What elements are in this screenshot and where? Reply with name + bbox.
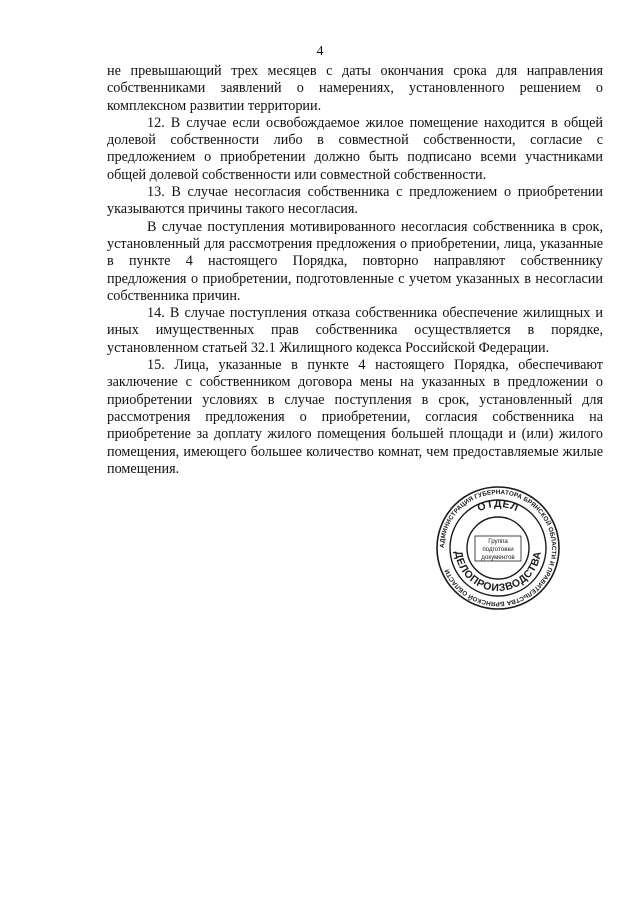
stamp-center-line-2: подготовки bbox=[482, 546, 514, 553]
paragraph-item-13: 13. В случае несогласия собственника с предложением о приобретении указываются причины такого несогласия. bbox=[107, 184, 603, 218]
paragraph-item-12: 12. В случае если освобождаемое жилое помещение находится в общей долевой собственности либо в совместной собственности, согласие с предложением о приобретении должно быть подписано всеми участниками общей долевой собственности или совместной собственности. bbox=[107, 114, 603, 183]
paragraph-item-14: 14. В случае поступления отказа собственника обеспечение жилищных и иных имущественных прав собственника осуществляется в порядке, установленном статьей 32.1 Жилищного кодекса Российской Федерации. bbox=[107, 305, 603, 356]
stamp-outer-text: АДМИНИСТРАЦИЯ ГУБЕРНАТОРА БРЯНСКОЙ ОБЛАСТИ И ПРАВИТЕЛЬСТВА БРЯНСКОЙ ОБЛАСТИ bbox=[438, 488, 558, 608]
stamp-ring-text: ОТДЕЛ bbox=[475, 497, 521, 515]
paragraph-item-15: 15. Лица, указанные в пункте 4 настоящего Порядка, обеспечивают заключение с собственником договора мены на указанных в предложении о приобретении условиях в случае поступления в срок, установленный для рассмотрения предложения о приобретении, согласия собственника на приобретение за доплату жилого помещения большей площади и (или) жилого помещения, имеющего большее количество комнат, чем предоставляемые жилые помещения. bbox=[107, 357, 603, 477]
document-body bbox=[107, 63, 603, 478]
stamp-center-line-1: Группа bbox=[488, 538, 508, 545]
official-stamp bbox=[435, 485, 561, 611]
paragraph-continuation: не превышающий трех месяцев с даты окончания срока для направления собственниками заявлений о намерениях, установленного решением о комплексном развитии территории. bbox=[107, 63, 603, 114]
page-number: 4 bbox=[316, 44, 324, 59]
paragraph-item-13-continued: В случае поступления мотивированного несогласия собственника в срок, установленный для рассмотрения предложения о приобретении, лица, указанные в пункте 4 настоящего Порядка, повторно направляют собственнику предложения о приобретении, подготовленные с учетом указанных в несогласии собственника причин. bbox=[107, 218, 603, 304]
stamp-ring-text-bottom: ДЕЛОПРОИЗВОДСТВА bbox=[452, 550, 544, 595]
stamp-center-line-3: документов bbox=[481, 554, 515, 561]
